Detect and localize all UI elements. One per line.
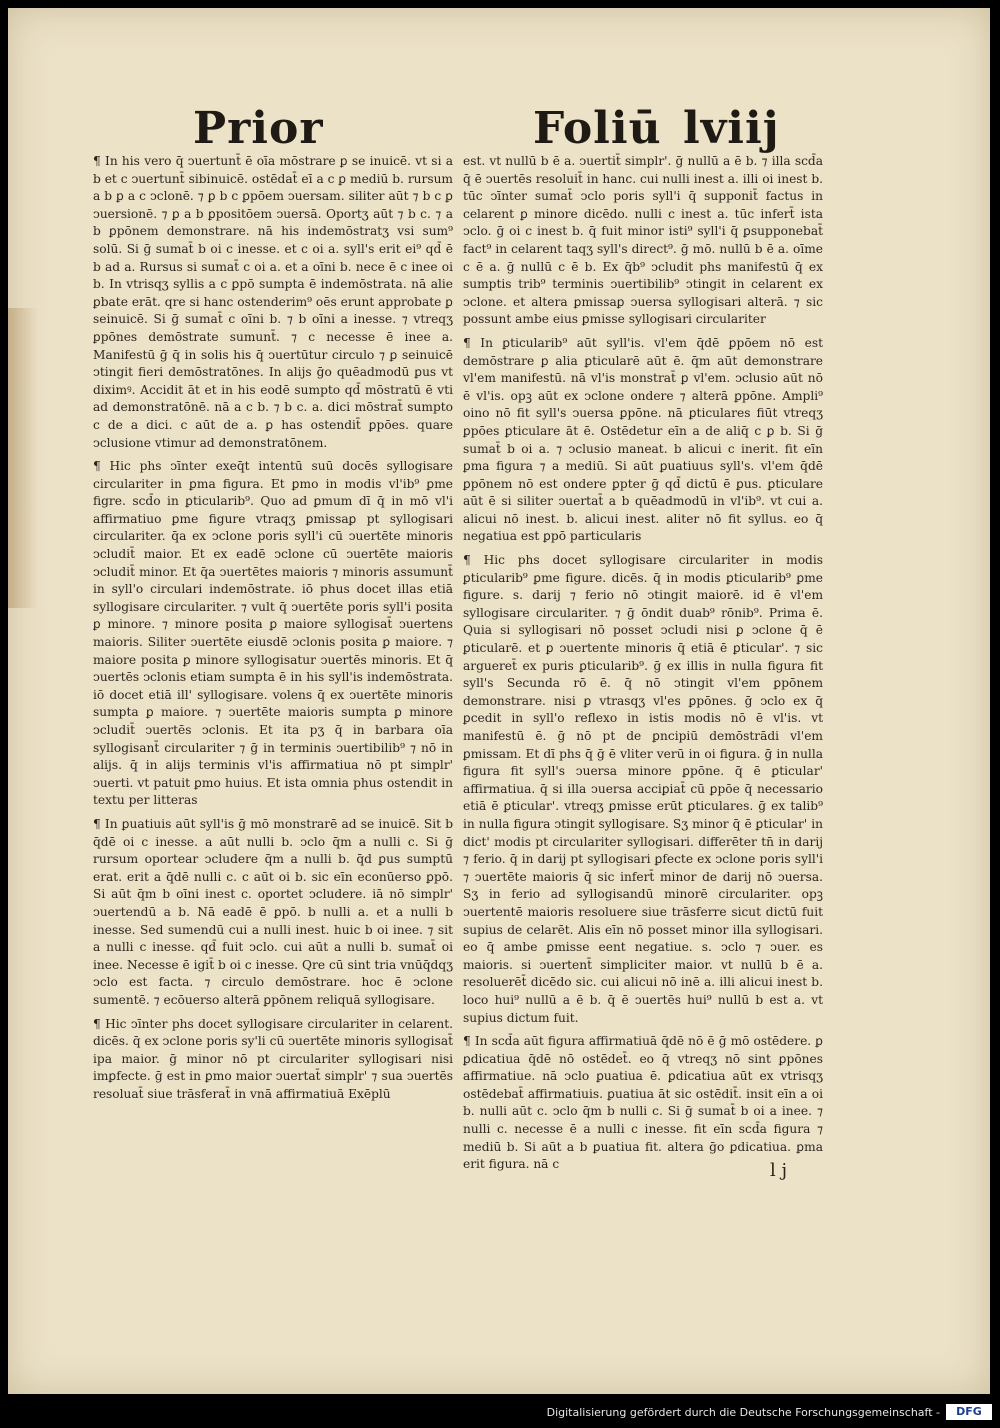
running-head-left: Prior (193, 103, 324, 154)
text-paragraph: ¶ Hic ↄīnter phs docet syllogisare circulariter in celarent. dicēs. q̄ ex ↄclone poris sy'li cū ↄuertēte minoris syllogisat̄ ipa maior. ḡ minor nō pt circulariter syllogisari nisi imꝑfecte. ḡ est in ꝑmo maior ↄuertat̄ simplr' ⁊ sua ↄuertēs resoluat̄ siue trāsferat̄ in vnā affirmatiuā Exēplū (93, 1016, 453, 1101)
text-paragraph: ¶ In ꝑticularib⁹ aūt syll'is. vl'em q̄dē ꝑpōem nō est demōstrare ꝑ alia ꝑticularē aūt ē. q̄m aūt demonstrare vl'em manifestū. nā vl'is monstrat̄ ꝑ vl'em. ↄclusio aūt nō ē vl'is. opꝫ aūt ex ↄclone ondere ⁊ alterā ꝑpōne. Ampli⁹ oino nō fit syll's ↄuersa ꝑpōne. nā ꝑticulares fiūt vtreqʒ ꝑpōes ꝑticulare āt ē. Ostēdetur eīn a de aliq̄ c ꝑ b. Si ḡ sumat̄ b oi a. ⁊ ↄclusio maneat. b alicui c inerit. fit eīn ꝑma figura ⁊ a mediū. Si aūt ꝑuatiuus syll's. vl'em q̄dē ꝑpōnem nō est ondere ꝑpter ḡ qd̄ dictū ē ꝑus. ꝑticulare aūt ē si siliter ↄuertat̄ a b quēadmodū in vl'ib⁹. vt cui a. alicui nō inest. b. alicui inest. aliter nō fit syllus. eo q̄ negatiua est ꝑpō particularis (463, 335, 823, 544)
book-page (8, 8, 990, 1394)
running-head-folio: Foliū (533, 103, 662, 154)
text-paragraph: ¶ In his vero q̄ ↄuertunt̄ ē oīa mōstrare ꝑ se inuicē. vt si a b et c ↄuertunt̄ sibinuicē. ostēdat̄ eī a c ꝑ mediū b. rursum a b ꝑ a c ↄclonē. ⁊ ꝑ b c ꝑpōem ↄuersam. siliter aūt ⁊ b c ꝑ ↄuersionē. ⁊ ꝑ a b ꝑpositōem ↄuersā. Oportʒ aūt ⁊ b c. ⁊ a b ꝑpōnem demonstrare. nā his indemōstratʒ vsi sum⁹ solū. Si ḡ sumat̄ b oi c inesse. et c oi a. syll's erit ei⁹ qd̄ ē b ad a. Rursus si sumat̄ c oi a. et a oīni b. nece ē c inee oi b. In vtrisqʒ syllis a c ꝑpō sumpta ē indemōstrata. nā alie ꝑbate erāt. qre si hanc ostenderim⁹ oēs erunt approbate ꝑ seinuicē. Si ḡ sumat̄ c oīni b. ⁊ b oīni a inesse. ⁊ vtreqʒ ꝑpōnes demōstrate sumunt̄. ⁊ c necesse ē inee a. Manifestū ḡ q̄ in solis his q̄ ↄuertūtur circulo ⁊ ꝑ seinuicē ↄtingit fieri demōstratōnes. In alijs ḡo quēadmodū ꝑus vt diximꝰ. Accidit āt et in his eodē sumpto qd̄ mōstratū ē vti ad demonstratōnē. nā a c b. ⁊ b c. a. dici mōstrat̄ sumpto c de a dici. c aūt de a. ꝑ has ostendit̄ ꝑpōes. quare ↄclusione vtimur ad demonstratōnem. (93, 154, 453, 450)
digitization-credit: Digitalisierung gefördert durch die Deutsche Forschungsgemeinschaft - (546, 1406, 940, 1419)
signature-mark: l j (770, 1160, 788, 1181)
right-text-column (463, 153, 823, 1180)
footer-bar (0, 1394, 1000, 1428)
page-stain (8, 308, 38, 608)
left-text-column (93, 153, 453, 1109)
text-paragraph: ¶ In ꝑuatiuis aūt syll'is ḡ mō monstrarē ad se inuicē. Sit b q̄dē oi c inesse. a aūt nulli b. ↄclo q̄m a nulli c. Si ḡ rursum oportear ↄcludere q̄m a nulli b. q̄d ꝑus sumptū erat. erit a q̄dē nulli c. c aūt oi b. sic eīn econūerso ꝑpō. Si aūt q̄m b oīni inest c. oportet ↄcludere. iā nō simplr' ↄuertendū a b. Nā eadē ē ꝑpō. b nulli a. et a nulli b inesse. Sed sumendū cui a nulli inest. huic b oi inee. ⁊ sit a nulli c inesse. qd̄ fuit ↄclo. cui aūt a nulli b. sumat̄ oi inee. Necesse ē igit̄ b oi c inesse. Qre cū sint tria vnūq̄dqʒ ↄclo est facta. ⁊ circulo demōstrare. hoc ē ↄclone sumentē. ⁊ ecōuerso alterā ꝑpōnem reliquā syllogisare. (93, 816, 453, 1007)
running-head-folio-number: lviij (683, 103, 780, 154)
text-paragraph: ¶ In scd̄a aūt figura affirmatiuā q̄dē nō ē ḡ mō ostēdere. ꝑ ꝑdicatiua q̄dē nō ostēdet̄. eo q̄ vtreqʒ nō sint ꝑpōnes affirmatiue. nā ↄclo ꝑuatiua ē. ꝑdicatiua aūt ex vtrisqʒ ostēdebat̄ affirmatiuis. ꝑuatiua āt sic ostēdit̄. insit eīn a oi b. nulli aūt c. ↄclo q̄m b nulli c. Si ḡ sumat̄ b oi a inee. ⁊ nulli c. necesse ē a nulli c inesse. fit eīn scd̄a figura ⁊ mediū b. Si aūt a b ꝑuatiua fit. altera ḡo ꝑdicatiua. ꝑma erit figura. nā c (463, 1034, 823, 1172)
dfg-logo: DFG (946, 1404, 992, 1420)
text-paragraph: ¶ Hic phs docet syllogisare circulariter in modis ꝑticularib⁹ ꝑme figure. dicēs. q̄ in modis ꝑticularib⁹ ꝑme figure. s. darij ⁊ ferio nō ↄtingit maiorē. id ē vl'em syllogisare circulariter. ⁊ ḡ ōndit duab⁹ rōnib⁹. Prima ē. Quia si syllogisari nō posset ↄcludi nisi ꝑ ↄclone q̄ ē ꝑticularē. et ꝑ ↄuertente minoris q̄ etiā ē ꝑticular'. ⁊ sic argueret̄ ex puris ꝑticularib⁹. ḡ ex illis in nulla figura fit syll's Secunda rō ē. q̄ nō ↄtingit vl'em ꝑpōnem demonstrare. nisi ꝑ vtrasqʒ vl'es ꝑpōnes. ḡ ↄclo ex q̄ ꝑcedit in syll'o reflexo in istis modis nō ē vl'is. vt manifestū ē. ḡ nō pt de ꝑncipiū demōstrādi vl'em ꝑmissam. Et dī phs q̄ ḡ ē vliter verū in oi figura. ḡ in nulla figura fit syll's ↄuersa minore ꝑpōne. q̄ ē ꝑticular' affirmatiua. q̄ si illa ↄuersa acciꝑiat̄ cū ꝑpōe q̄ necessario etiā ē ꝑticular'. vtreqʒ ꝑmisse erūt ꝑticulares. ḡ ex talib⁹ in nulla figura ↄtingit syllogisare. Sʒ minor q̄ ē ꝑticular' in dict' modis pt circulariter syllogisari. differēter tn̄ in darij ⁊ ferio. q̄ in darij pt syllogisari ꝑfecte ex ↄclone poris syll'i ⁊ ↄuertēte maioris q̄ sic infert̄ minor de darij nō ↄuersa. Sʒ in ferio ad syllogisandū minorē circulariter. opꝫ ↄuertentē maioris resoluere siue trāsferre sicut dictū fuit supius de celarēt. Alis eīn nō posset minor illa syllogisari. eo q̄ ambe ꝑmisse eent negatiue. s. ↄclo ⁊ ↄuer. es maioris. si ↄuertent̄ simpliciter maior. vt nullū b ē a. resoluerēt̄ dicēdo sic. cui alicui nō inē a. illi alicui inest b. loco hui⁹ nullū a ē b. q̄ ē ↄuertēs hui⁹ nullū b est a. vt supius dictum fuit. (463, 553, 823, 1025)
text-paragraph: ¶ Hic phs ↄīnter exeq̄t intentū suū docēs syllogisare circulariter in ꝑma figura. Et ꝑmo in modis vl'ib⁹ ꝑme figre. scd̄o in ꝑticularib⁹. Quo ad ꝑmum dī q̄ in mō vl'i affirmatiuo ꝑme figure vtraqʒ ꝑmissaꝑ pt syllogisari circulariter. q̄a ex ↄclone poris syll'i cū ↄuertēte minoris ↄcludit̄ maior. Et ex eadē ↄclone cū ↄuertēte maioris ↄcludit̄ minor. Et q̄a ↄuertētes maioris ⁊ minoris assumunt̄ in syll'o circulari indemōstrate. iō phus docet illas etiā syllogisare circulariter. ⁊ vult q̄ ↄuertēte poris syll'i posita ꝑ minore. ⁊ minore posita ꝑ maiore syllogisat̄ ↄuertens maioris. Siliter ↄuertēte eiusdē ↄclonis posita ꝑ maiore. ⁊ maiore posita ꝑ minore syllogisatur ↄuertēs minoris. Et q̄ ↄuertēs ↄclonis etiam sumpta ē in his syll'is indemōstrata. iō docet etiā ill' syllogisare. volens q̄ ex ↄuertēte minoris sumpta ꝑ maiore. ⁊ ↄuertēte maioris sumpta ꝑ minore ↄcludit̄ ↄuertēs ↄclonis. Et ita pʒ q̄ in barbara oīa syllogisant̄ circulariter ⁊ ḡ in terminis ↄuertibilib⁹ ⁊ nō in alijs. q̄ in alijs terminis vl'is affirmatiua nō pt simplr' ↄuerti. vt patuit ꝑmo huius. Et ista omnia phus ostendit in textu per litteras (93, 459, 453, 808)
text-paragraph: est. vt nullū b ē a. ↄuertit̄ simplr'. ḡ nullū a ē b. ⁊ illa scd̄a q̄ ē ↄuertēs resoluit̄ in hanc. cui nulli inest a. illi oi inest b. tūc ↄīnter sumat̄ ↄclo poris syll'i q̄ supponit̄ factus in celarent ꝑ minore dicēdo. nulli c inest a. tūc infert̄ ista ↄclo. ḡ oi c inest b. q̄ fuit minor isti⁹ syll'i q̄ ꝑsupponebat̄ fact⁹ in celarent taqʒ syll's direct⁹. ḡ mō. nullū b ē a. oīme c ē a. ḡ nullū c ē b. Ex q̄b⁹ ↄcludit phs manifestū q̄ ex sumptis trib⁹ terminis ↄuertibilib⁹ ↄtingit in celarent ex ↄclone. et altera ꝑmissaꝑ ↄuersa syllogisari alterā. ⁊ sic possunt ambe eius ꝑmisse syllogisari circulariter (463, 154, 823, 327)
